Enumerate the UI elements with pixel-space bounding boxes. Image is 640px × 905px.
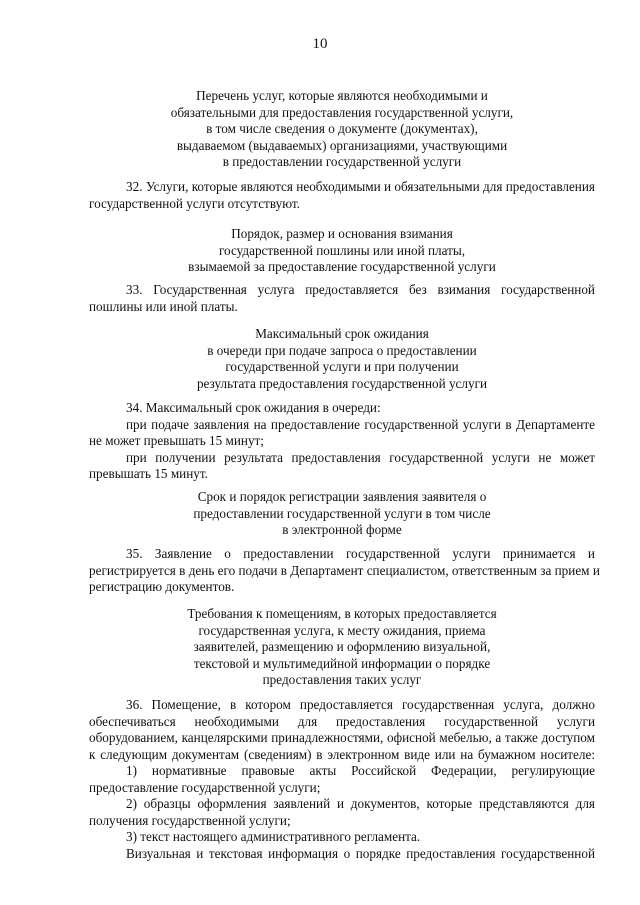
heading-line: взымаемой за предоставление государственной услуги bbox=[188, 259, 496, 274]
paragraph-line: 3) текст настоящего административного регламента. bbox=[126, 829, 421, 844]
heading-line: заявителей, размещению и оформлению визуальной, bbox=[193, 639, 491, 654]
heading-line: обязательными для предоставления государственной услуги, bbox=[170, 104, 514, 120]
paragraph-line: 33. Государственная услуга предоставляется без взимания государственной bbox=[126, 282, 595, 297]
paragraph-line: 2) образцы оформления заявлений и документов, которые представляются для bbox=[126, 796, 595, 811]
section-heading-premises-requirements bbox=[89, 606, 595, 689]
section-heading-state-fee bbox=[89, 226, 595, 276]
section-heading-max-waiting-time bbox=[89, 326, 595, 392]
heading-line: Порядок, размер и основания взимания bbox=[231, 226, 453, 241]
paragraph-line: 35. Заявление о предоставлении государственной услуги принимается и bbox=[126, 546, 595, 561]
heading-line: предоставлении государственной услуги в том числе bbox=[193, 505, 491, 521]
section-heading-registration bbox=[89, 489, 595, 539]
paragraph-line: оборудованием, канцелярскими принадлежностями, офисной мебелью, а также доступом bbox=[89, 730, 595, 745]
heading-line: предоставления таких услуг bbox=[262, 672, 422, 687]
heading-line: Требования к помещениям, в которых предоставляется bbox=[187, 606, 497, 621]
paragraph-line: обеспечиваться необходимыми для предоставления государственной услуги bbox=[89, 713, 595, 729]
paragraph-line: не может превышать 15 минут; bbox=[89, 433, 264, 448]
paragraph-33 bbox=[89, 282, 595, 315]
heading-line: Срок и порядок регистрации заявления заявителя о bbox=[197, 489, 487, 504]
section-heading-services-list bbox=[89, 88, 595, 171]
paragraph-line: регистрируется в день его подачи в Департамент специалистом, ответственным за прием и bbox=[89, 562, 600, 578]
paragraph-35 bbox=[89, 546, 600, 596]
heading-line: государственная услуга, к месту ожидания, приема bbox=[198, 622, 486, 638]
page-number: 10 bbox=[312, 36, 328, 52]
heading-line: выдаваемом (выдаваемых) организациями, участвующими bbox=[176, 137, 508, 153]
heading-line: государственной услуги и при получении bbox=[225, 359, 459, 374]
paragraph-line: регистрацию документов. bbox=[89, 579, 235, 594]
paragraph-line: Визуальная и текстовая информация о порядке предоставления государственной bbox=[126, 845, 595, 861]
heading-line: Перечень услуг, которые являются необходимыми и bbox=[196, 88, 488, 103]
heading-line: в электронной форме bbox=[282, 522, 402, 537]
paragraph-line: получения государственной услуги; bbox=[89, 812, 291, 828]
heading-line: в предоставлении государственной услуги bbox=[222, 154, 462, 169]
paragraph-line: к следующим документам (сведениям) в электронном виде или на бумажном носителе: bbox=[89, 746, 595, 762]
heading-line: текстовой и мультимедийной информации о порядке bbox=[193, 655, 491, 671]
paragraph-line: 34. Максимальный срок ожидания в очереди: bbox=[126, 400, 381, 415]
heading-line: в очереди при подаче запроса о предоставлении bbox=[207, 342, 477, 358]
heading-line: результата предоставления государственной услуги bbox=[196, 375, 488, 391]
paragraph-line: при подаче заявления на предоставление государственной услуги в Департаменте bbox=[126, 416, 595, 432]
heading-line: в том числе сведения о документе (документах), bbox=[206, 121, 478, 136]
heading-line: Максимальный срок ожидания bbox=[255, 326, 429, 341]
paragraph-line: при получении результата предоставления государственной услуги не может bbox=[126, 449, 595, 465]
paragraph-line: пошлины или иной платы. bbox=[89, 298, 238, 314]
paragraph-36 bbox=[89, 697, 595, 862]
paragraph-line: 32. Услуги, которые являются необходимыми и обязательными для предоставления bbox=[126, 179, 595, 194]
heading-line: государственной пошлины или иной платы, bbox=[218, 242, 466, 258]
paragraph-32 bbox=[89, 179, 595, 212]
paragraph-34 bbox=[89, 400, 595, 483]
paragraph-line: превышать 15 минут. bbox=[89, 466, 208, 481]
paragraph-line: 1) нормативные правовые акты Российской Федерации, регулирующие bbox=[126, 763, 595, 778]
paragraph-line: предоставление государственной услуги; bbox=[89, 779, 321, 795]
paragraph-line: 36. Помещение, в котором предоставляется государственная услуга, должно bbox=[126, 697, 595, 712]
paragraph-line: государственной услуги отсутствуют. bbox=[89, 195, 300, 211]
